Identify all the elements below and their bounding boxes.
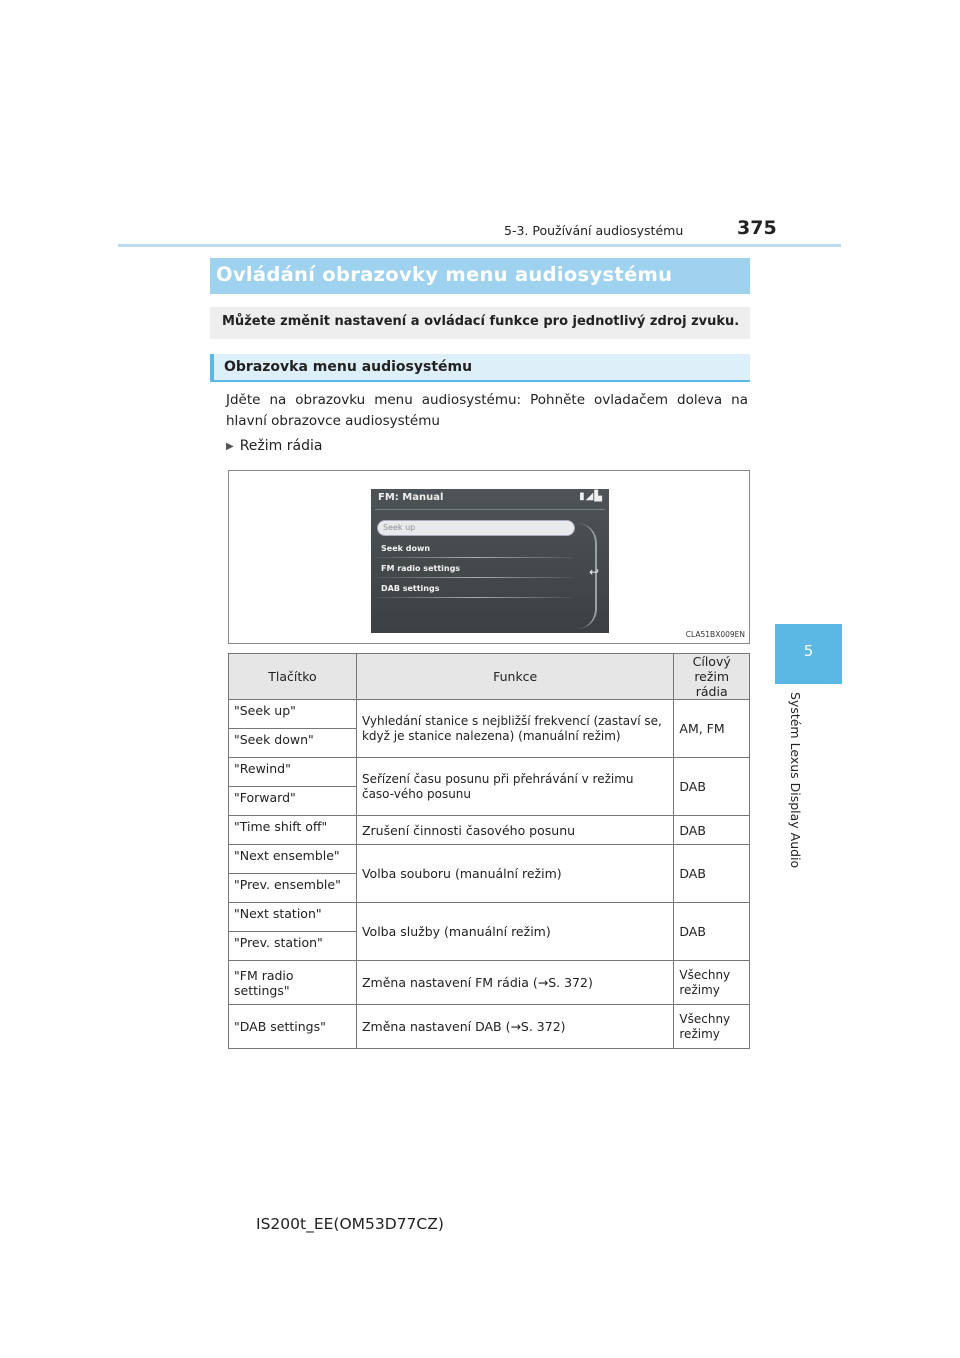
chapter-tab bbox=[775, 624, 842, 684]
button-cell: "Rewind" bbox=[229, 758, 357, 787]
page-number: 375 bbox=[737, 217, 777, 239]
column-header: Funkce bbox=[356, 654, 673, 700]
menu-item-dab-settings[interactable]: DAB settings bbox=[381, 584, 440, 593]
footer-code: IS200t_EE(OM53D77CZ) bbox=[256, 1215, 444, 1233]
menu-separator bbox=[377, 577, 573, 578]
subsection-title: Obrazovka menu audiosystému bbox=[224, 359, 473, 375]
menu-separator bbox=[377, 557, 573, 558]
function-text: Vyhledání stanice s nejbližší frekvencí (zastaví se, když je stanice nalezena) (manuální režim) bbox=[361, 713, 662, 743]
button-cell: "Seek down" bbox=[229, 729, 357, 758]
header-rule bbox=[118, 244, 841, 247]
mode-item bbox=[226, 438, 322, 454]
title-bar bbox=[210, 258, 750, 294]
function-cell bbox=[356, 758, 673, 816]
button-cell: "Prev. ensemble" bbox=[229, 874, 357, 903]
button-cell: "DAB settings" bbox=[229, 1005, 357, 1049]
radio-screen bbox=[371, 489, 609, 633]
mode-cell: DAB bbox=[674, 758, 750, 816]
page-title: Ovládání obrazovky menu audiosystému bbox=[216, 263, 673, 286]
chapter-number: 5 bbox=[803, 642, 814, 660]
mode-cell: DAB bbox=[674, 816, 750, 845]
menu-item-label: Seek up bbox=[383, 523, 416, 532]
function-cell: Změna nastavení FM rádia (→S. 372) bbox=[356, 961, 673, 1005]
mode-cell: DAB bbox=[674, 845, 750, 903]
triangle-bullet-icon: ▶ bbox=[226, 441, 234, 452]
menu-item-seek-down[interactable]: Seek down bbox=[381, 544, 431, 553]
button-cell: "Next ensemble" bbox=[229, 845, 357, 874]
intro-box bbox=[210, 307, 750, 339]
function-table bbox=[228, 653, 750, 1049]
body-text: Jděte na obrazovku menu audiosystému: Pohněte ovladačem doleva na hlavní obrazovce audiosystému bbox=[226, 392, 748, 429]
mode-cell bbox=[674, 1005, 750, 1049]
screen-divider bbox=[375, 509, 605, 510]
mode-text: Všechny režimy bbox=[679, 1011, 731, 1041]
column-header: Tlačítko bbox=[229, 654, 357, 700]
function-cell: Změna nastavení DAB (→S. 372) bbox=[356, 1005, 673, 1049]
mode-cell bbox=[674, 961, 750, 1005]
button-cell: "Time shift off" bbox=[229, 816, 357, 845]
function-cell: Volba služby (manuální režim) bbox=[356, 903, 673, 961]
mode-item-label: Režim rádia bbox=[239, 438, 323, 454]
section-header: 5-3. Používání audiosystému bbox=[504, 223, 684, 238]
intro-text: Můžete změnit nastavení a ovládací funkce pro jednotlivý zdroj zvuku. bbox=[222, 314, 740, 329]
function-cell: Zrušení činnosti časového posunu bbox=[356, 816, 673, 845]
figure-code: CLA51BX009EN bbox=[685, 630, 745, 639]
function-cell: Volba souboru (manuální režim) bbox=[356, 845, 673, 903]
signal-status-icon: ▮◢▙ bbox=[579, 491, 603, 502]
column-header: Cílový režim rádia bbox=[674, 654, 750, 700]
button-cell: "Seek up" bbox=[229, 700, 357, 729]
subsection-bar bbox=[210, 354, 750, 382]
button-cell: "FM radio settings" bbox=[229, 961, 357, 1005]
menu-item-fm-radio-settings[interactable]: FM radio settings bbox=[381, 564, 461, 573]
back-icon[interactable]: ↩ bbox=[589, 565, 600, 579]
function-cell bbox=[356, 700, 673, 758]
button-cell: "Next station" bbox=[229, 903, 357, 932]
mode-cell: AM, FM bbox=[674, 700, 750, 758]
button-cell: "Prev. station" bbox=[229, 932, 357, 961]
menu-separator bbox=[377, 597, 573, 598]
screen-title: FM: Manual bbox=[378, 492, 444, 503]
mode-text: Všechny režimy bbox=[679, 967, 731, 997]
button-cell: "Forward" bbox=[229, 787, 357, 816]
menu-item-seek-up[interactable] bbox=[377, 520, 575, 536]
function-text: Seřízení času posunu při přehrávání v režimu časo-vého posunu bbox=[361, 771, 634, 801]
mode-cell: DAB bbox=[674, 903, 750, 961]
figure-frame bbox=[228, 470, 750, 644]
chapter-title: Systém Lexus Display Audio bbox=[788, 692, 803, 869]
